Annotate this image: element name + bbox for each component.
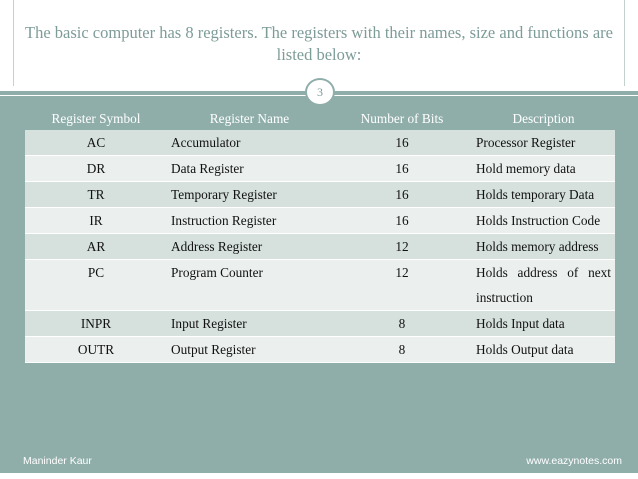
- cell-description: Holds Output data: [472, 337, 615, 363]
- header-register-symbol: Register Symbol: [25, 108, 167, 130]
- cell-name: Input Register: [167, 311, 332, 337]
- cell-description: Holds address of next instruction: [472, 260, 615, 311]
- footer-bar: [0, 450, 638, 473]
- cell-bits: 16: [332, 156, 472, 182]
- cell-bits: 16: [332, 182, 472, 208]
- cell-name: Instruction Register: [167, 208, 332, 234]
- header-description: Description: [472, 108, 615, 130]
- cell-description: Processor Register: [472, 130, 615, 156]
- cell-name: Address Register: [167, 234, 332, 260]
- header-register-name: Register Name: [167, 108, 332, 130]
- cell-description: Holds Input data: [472, 311, 615, 337]
- cell-bits: 16: [332, 208, 472, 234]
- table-row: [25, 337, 615, 363]
- table-row: [25, 130, 615, 156]
- cell-symbol: PC: [25, 260, 167, 311]
- left-rule: [13, 0, 14, 86]
- cell-symbol: DR: [25, 156, 167, 182]
- cell-symbol: OUTR: [25, 337, 167, 363]
- cell-bits: 12: [332, 234, 472, 260]
- cell-symbol: TR: [25, 182, 167, 208]
- cell-description: Holds memory address: [472, 234, 615, 260]
- table-header-row: [25, 108, 615, 130]
- cell-bits: 12: [332, 260, 472, 311]
- cell-name: Temporary Register: [167, 182, 332, 208]
- cell-symbol: INPR: [25, 311, 167, 337]
- table-row: [25, 234, 615, 260]
- cell-name: Accumulator: [167, 130, 332, 156]
- cell-description: Holds Instruction Code: [472, 208, 615, 234]
- register-table: [25, 108, 615, 363]
- footer-author: Maninder Kaur: [23, 455, 92, 467]
- cell-bits: 16: [332, 130, 472, 156]
- table-row: [25, 311, 615, 337]
- cell-bits: 8: [332, 311, 472, 337]
- slide-title: The basic computer has 8 registers. The registers with their names, size and functions are listed below:: [24, 23, 613, 64]
- table-row: [25, 182, 615, 208]
- right-rule: [624, 0, 625, 86]
- cell-name: Data Register: [167, 156, 332, 182]
- cell-symbol: IR: [25, 208, 167, 234]
- cell-symbol: AR: [25, 234, 167, 260]
- footer-website: www.eazynotes.com: [526, 455, 622, 467]
- cell-description: Holds temporary Data: [472, 182, 615, 208]
- table-row: [25, 156, 615, 182]
- table-row: [25, 208, 615, 234]
- page-number-badge: 3: [305, 78, 335, 106]
- cell-symbol: AC: [25, 130, 167, 156]
- header-number-of-bits: Number of Bits: [332, 108, 472, 130]
- cell-name: Program Counter: [167, 260, 332, 311]
- cell-description: Hold memory data: [472, 156, 615, 182]
- cell-bits: 8: [332, 337, 472, 363]
- cell-name: Output Register: [167, 337, 332, 363]
- table-row: [25, 260, 615, 311]
